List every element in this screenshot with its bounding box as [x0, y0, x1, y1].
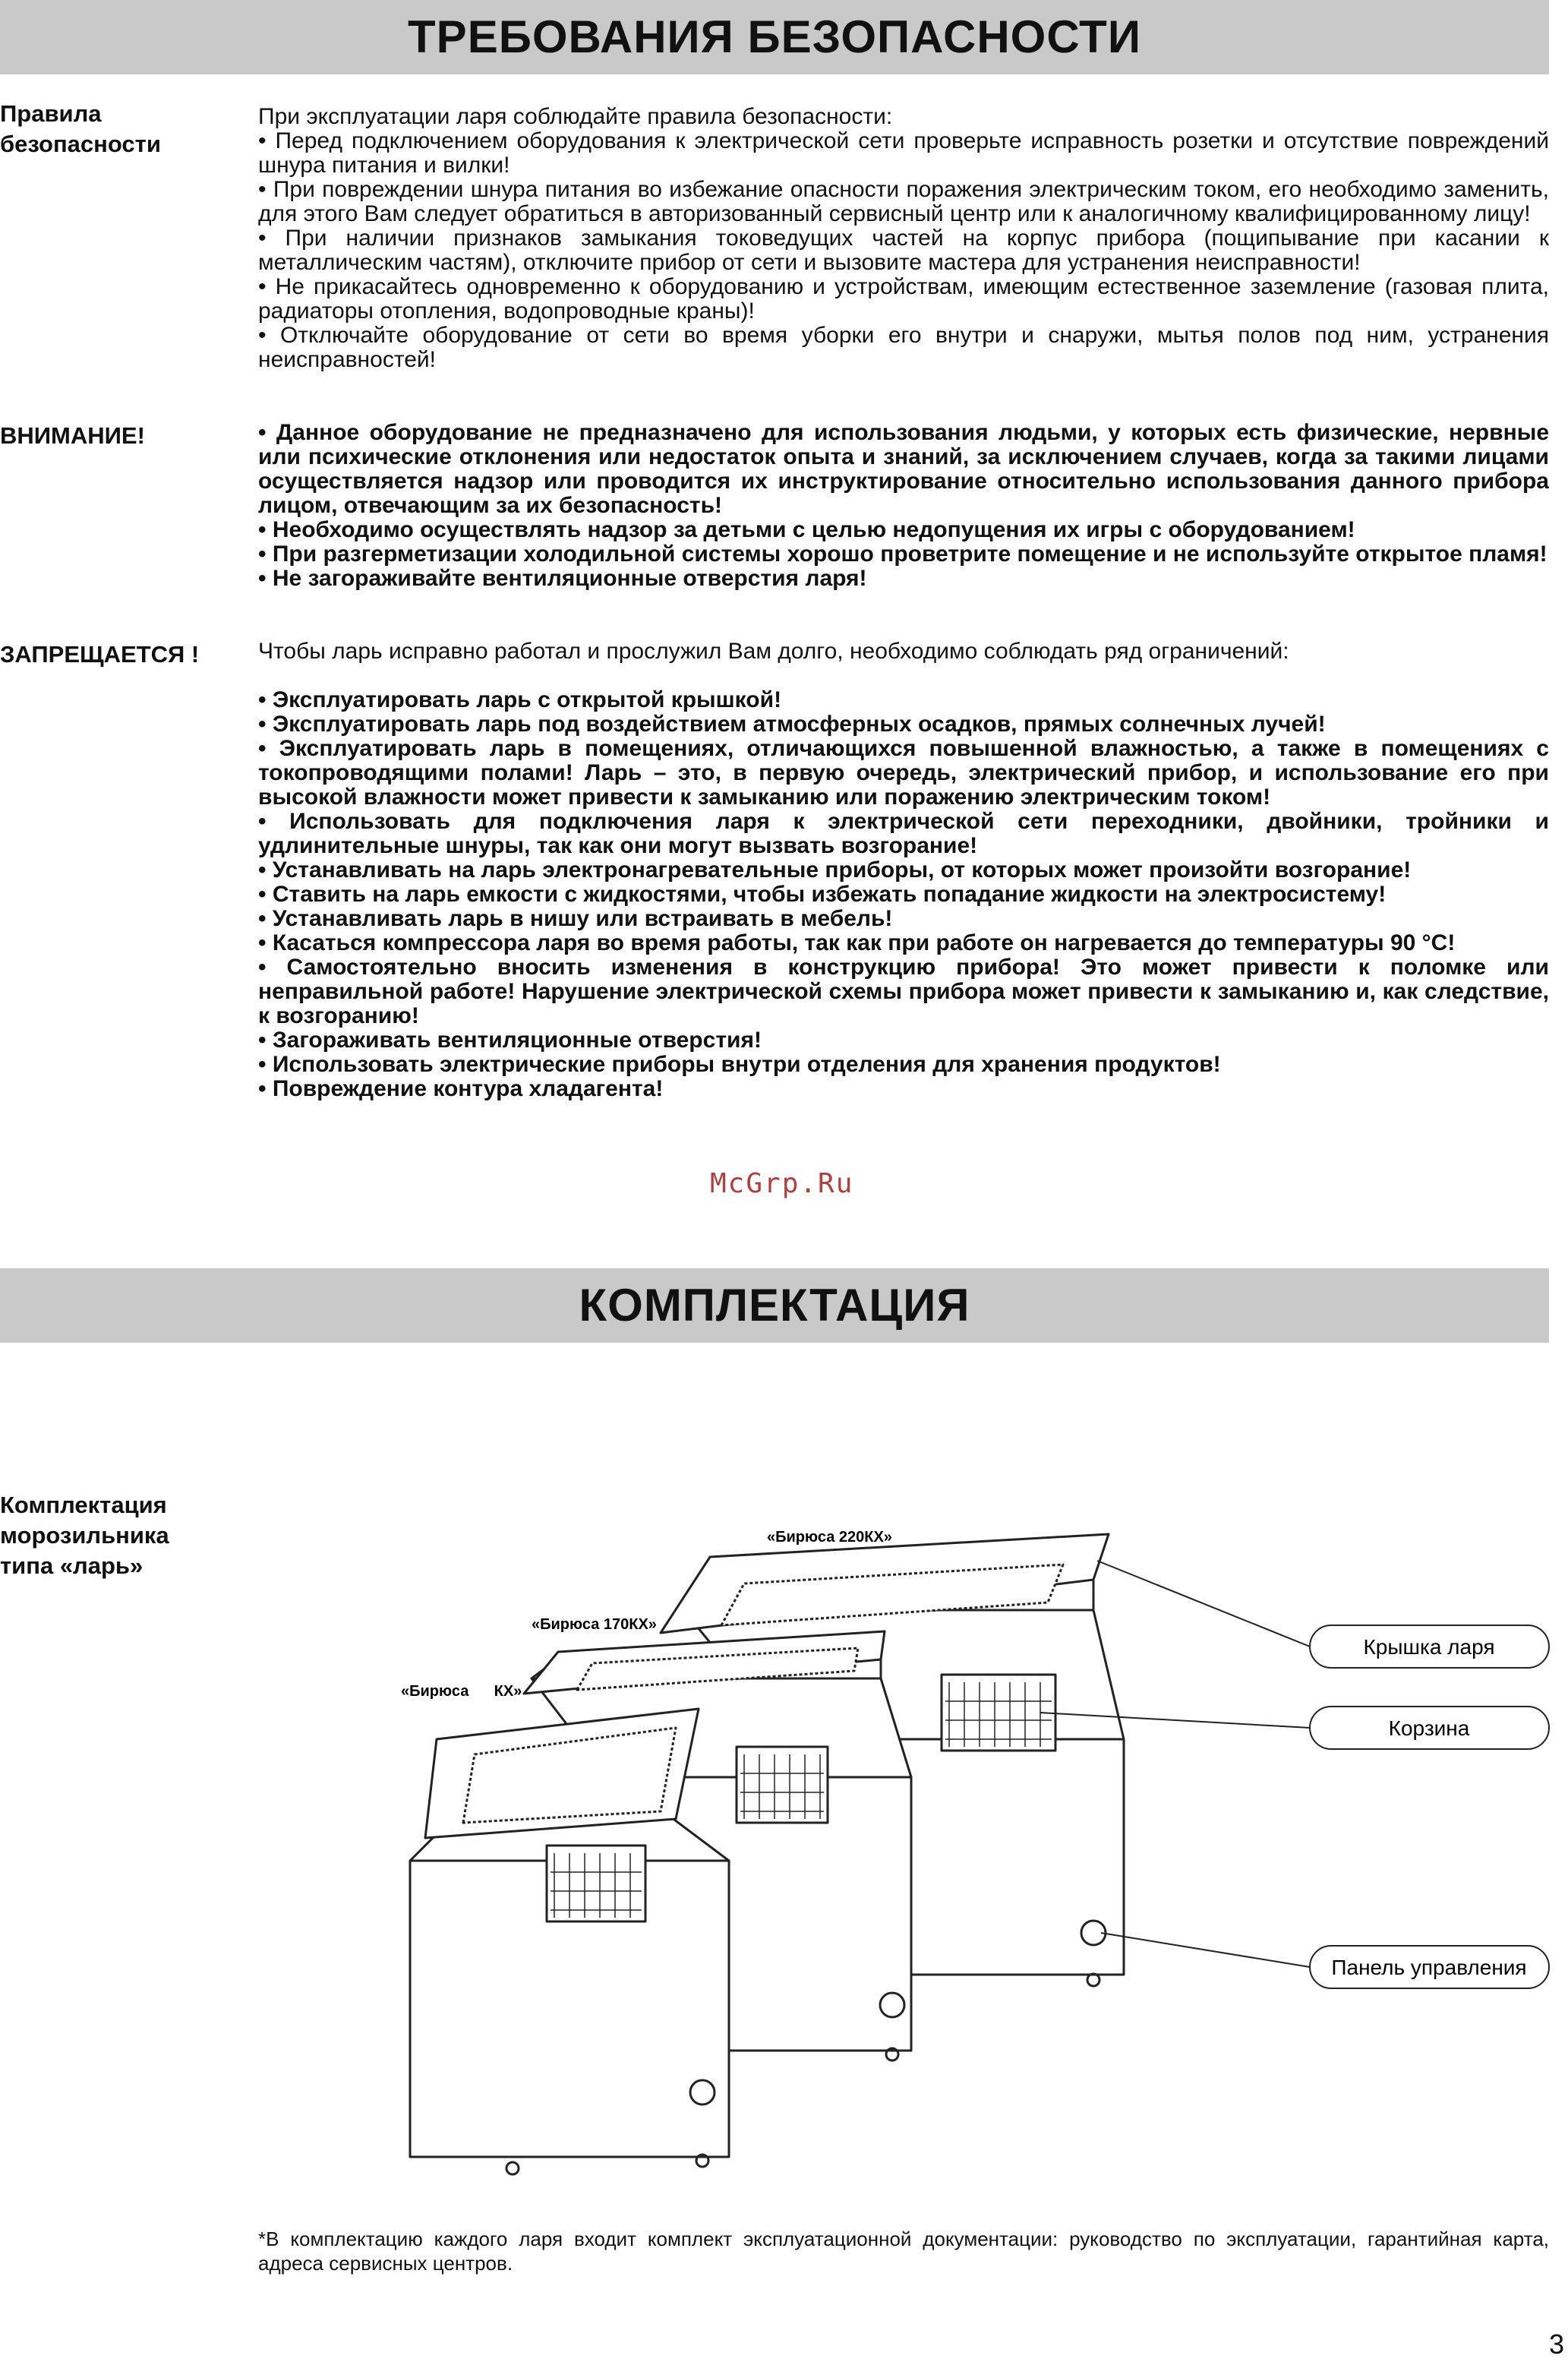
rule-item: • При наличии признаков замыкания токоведущих частей на корпус прибора (пощипывание при касании к металлическим частям), отключите прибор от сети и вызовите мастера для устранения неисправности!: [258, 226, 1549, 275]
kit-label: Комплектация морозильника типа «ларь»: [0, 1492, 169, 1579]
forbidden-label: ЗАПРЕЩАЕТСЯ !: [0, 641, 200, 668]
model-label-small: «Бирюса КХ»: [401, 1683, 522, 1700]
forbidden-item: • Повреждение контура хладагента!: [258, 1076, 664, 1101]
watermark: McGrp.Ru: [710, 1168, 854, 1199]
forbidden-item: • Эксплуатировать ларь с открытой крышкой!: [258, 687, 782, 712]
forbidden-item: • Ставить на ларь емкости с жидкостями, чтобы избежать попадание жидкости на электросистему!: [258, 882, 1387, 907]
callout-panel: Панель управления: [1331, 1956, 1527, 1979]
freezer-small: [410, 1709, 729, 2174]
attention-item: • Необходимо осуществлять надзор за детьми с целью недопущения их игры с оборудованием!: [258, 517, 1355, 542]
kit-footnote: *В комплектацию каждого ларя входит комплект эксплуатационной документации: руководство по эксплуатации, гарантийная карта, адреса сервисных центров.: [258, 2228, 1549, 2275]
leader-lid: [1097, 1561, 1310, 1647]
forbidden-item: • Устанавливать ларь в нишу или встраивать в мебель!: [258, 906, 893, 931]
rules-label: Правила безопасности: [0, 100, 161, 157]
attention-label: ВНИМАНИЕ!: [0, 422, 145, 449]
forbidden-item: • Устанавливать на ларь электронагревательные приборы, от которых может произойти возгорание!: [258, 857, 1412, 883]
leader-panel: [1101, 1933, 1310, 1967]
forbidden-item: • Использовать электрические приборы внутри отделения для хранения продуктов!: [258, 1052, 1221, 1077]
page-number: 3: [1549, 2329, 1565, 2360]
attention-item: • Данное оборудование не предназначено для использования людьми, у которых есть физические, нервные или психические отклонения или недостаток опыта и знаний, за исключением случаев, когда за такими лицами осуществляется надзор или проводится их инструктирование относительно использования данного прибора лицом, отвечающим за их безопасность!: [258, 420, 1549, 518]
forbidden-item: • Эксплуатировать ларь в помещениях, отличающихся повышенной влажностью, а также в помещениях с токопроводящими полами! Ларь – это, в первую очередь, электрический прибор, и использование его при высокой влажности может привести к замыканию или поражению электрическим током!: [258, 736, 1549, 810]
rule-item: • Отключайте оборудование от сети во время уборки его внутри и снаружи, мытья полов под ним, устранения неисправностей!: [258, 323, 1549, 372]
callout-basket: Корзина: [1388, 1716, 1470, 1740]
attention-item: • Не загораживайте вентиляционные отверстия ларя!: [258, 566, 867, 591]
rule-item: • Не прикасайтесь одновременно к оборудованию и устройствам, имеющим естественное заземление (газовая плита, радиаторы отопления, водопроводные краны)!: [258, 274, 1549, 324]
safety-title: ТРЕБОВАНИЯ БЕЗОПАСНОСТИ: [408, 11, 1141, 62]
forbidden-item: • Использовать для подключения ларя к электрической сети переходники, двойники, тройники и удлинительные шнуры, так как они могут вызвать возгорание!: [258, 809, 1549, 858]
forbidden-item: • Касаться компрессора ларя во время работы, так как при работе он нагревается до температуры 90 °С!: [258, 930, 1456, 955]
rule-item: • Перед подключением оборудования к электрической сети проверьте исправность розетки и отсутствие повреждений шнура питания и вилки!: [258, 128, 1549, 178]
model-label-220: «Бирюса 220КХ»: [767, 1529, 892, 1546]
attention-item: • При разгерметизации холодильной системы хорошо проветрите помещение и не используйте открытое пламя!: [258, 542, 1547, 567]
forbidden-item: • Загораживать вентиляционные отверстия!: [258, 1028, 762, 1053]
model-label-170: «Бирюса 170КХ»: [532, 1616, 657, 1633]
forbidden-item: • Эксплуатировать ларь под воздействием атмосферных осадков, прямых солнечных лучей!: [258, 712, 1326, 737]
kit-title: КОМПЛЕКТАЦИЯ: [579, 1280, 970, 1331]
rule-item: • При повреждении шнура питания во избежание опасности поражения электрическим током, его необходимо заменить, для этого Вам следует обратиться в авторизованный сервисный центр или к аналогичному квалифицированному лицу!: [258, 177, 1549, 226]
forbidden-intro: Чтобы ларь исправно работал и прослужил Вам долго, необходимо соблюдать ряд ограничений:: [258, 639, 1289, 664]
forbidden-item: • Самостоятельно вносить изменения в конструкцию прибора! Это может привести к поломке или неправильной работе! Нарушение электрической схемы прибора может привести к замыканию и, как следствие, к возгоранию!: [258, 955, 1549, 1028]
callout-lid: Крышка ларя: [1363, 1635, 1495, 1659]
rules-intro: При эксплуатации ларя соблюдайте правила безопасности:: [258, 104, 893, 129]
